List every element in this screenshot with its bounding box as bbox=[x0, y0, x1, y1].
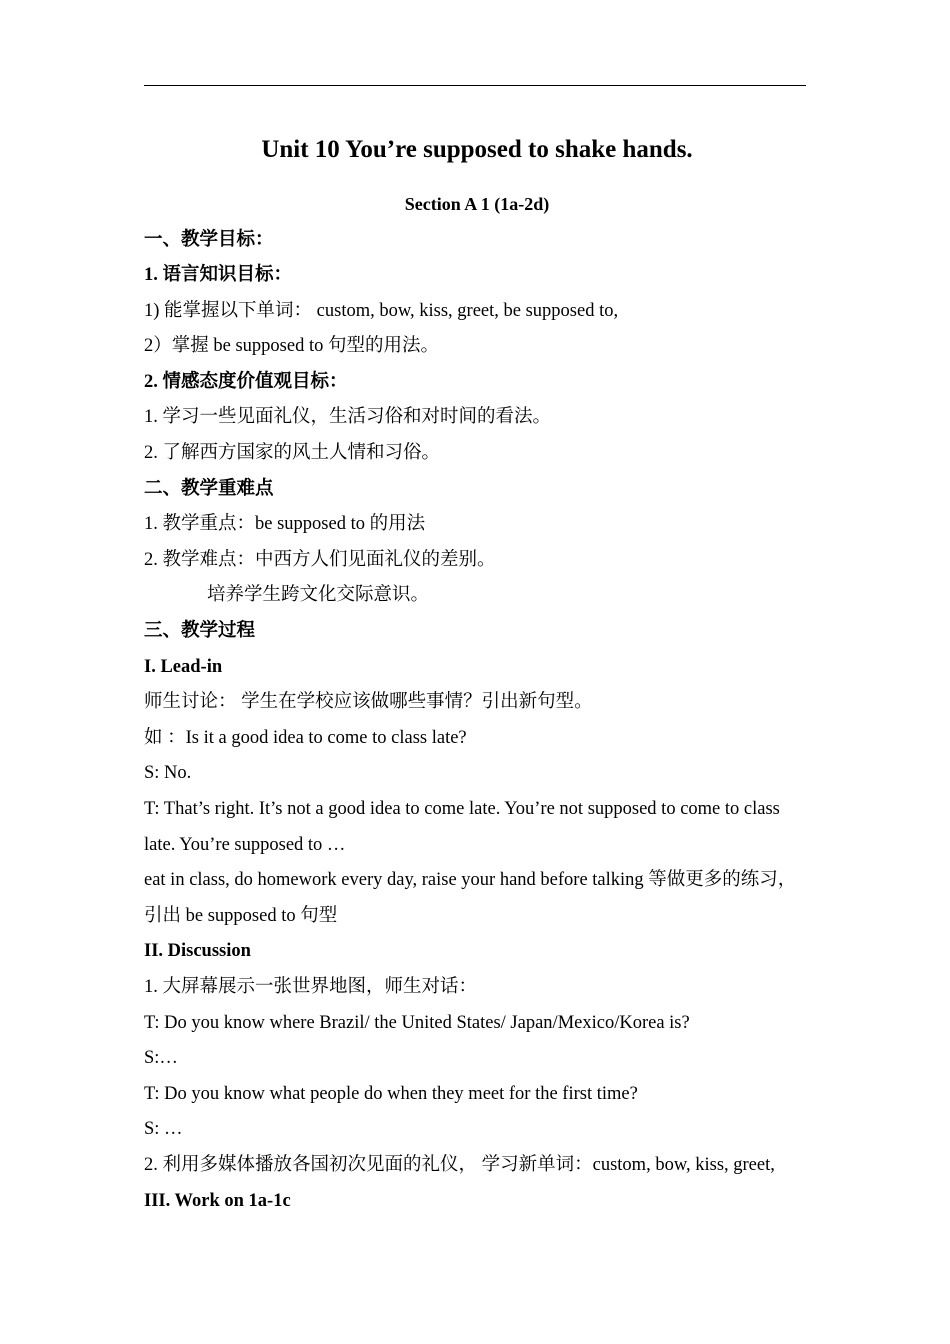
text-line: S: … bbox=[144, 1119, 183, 1140]
text-line: S:… bbox=[144, 1048, 178, 1069]
section-heading: 2. 情感态度价值观目标： bbox=[144, 371, 348, 392]
text-line: 1. 教学重点：be supposed to 的用法 bbox=[144, 514, 426, 535]
section-heading: 二、教学重难点 bbox=[144, 478, 274, 499]
text-line: 引出 be supposed to 句型 bbox=[144, 905, 338, 926]
section-heading: 三、教学过程 bbox=[144, 621, 256, 642]
text-line: 2）掌握 be supposed to 句型的用法。 bbox=[144, 336, 439, 357]
section-heading: I. Lead-in bbox=[144, 656, 223, 677]
header-rule bbox=[144, 85, 806, 86]
text-line: 2. 教学难点：中西方人们见面礼仪的差别。 bbox=[144, 549, 496, 570]
text-line: 1) 能掌握以下单词： custom, bow, kiss, greet, be supposed to, bbox=[144, 300, 619, 321]
document-body bbox=[144, 132, 810, 1219]
section-heading: 一、教学目标： bbox=[144, 229, 274, 250]
text-line: late. You’re supposed to … bbox=[144, 834, 346, 855]
text-line: S: No. bbox=[144, 763, 192, 784]
text-line: 师生讨论： 学生在学校应该做哪些事情？引出新句型。 bbox=[144, 692, 593, 713]
text-line: T: Do you know what people do when they meet for the first time? bbox=[144, 1083, 638, 1104]
section-subtitle: Section A 1 (1a-2d) bbox=[404, 194, 550, 214]
text-line: 如 ：Is it a good idea to come to class late? bbox=[144, 727, 467, 748]
section-heading: III. Work on 1a-1c bbox=[144, 1190, 291, 1211]
text-lines bbox=[144, 223, 810, 1220]
section-heading: 1. 语言知识目标： bbox=[144, 265, 293, 286]
text-line: 1. 学习一些见面礼仪，生活习俗和对时间的看法。 bbox=[144, 407, 552, 428]
text-line: 1. 大屏幕展示一张世界地图，师生对话： bbox=[144, 976, 478, 997]
section-heading: II. Discussion bbox=[144, 941, 251, 962]
text-line: 2. 了解西方国家的风土人情和习俗。 bbox=[144, 443, 441, 464]
text-line: 2. 利用多媒体播放各国初次见面的礼仪， 学习新单词：custom, bow, kiss, greet, bbox=[144, 1154, 775, 1175]
document-title: Unit 10 You’re supposed to shake hands. bbox=[261, 136, 693, 163]
text-line: eat in class, do homework every day, raise your hand before talking 等做更多的练习， bbox=[144, 870, 797, 891]
text-line: T: That’s right. It’s not a good idea to come late. You’re not supposed to come to class bbox=[144, 799, 780, 819]
text-line: 培养学生跨文化交际意识。 bbox=[207, 585, 430, 606]
text-line: T: Do you know where Brazil/ the United States/ Japan/Mexico/Korea is? bbox=[144, 1012, 690, 1033]
